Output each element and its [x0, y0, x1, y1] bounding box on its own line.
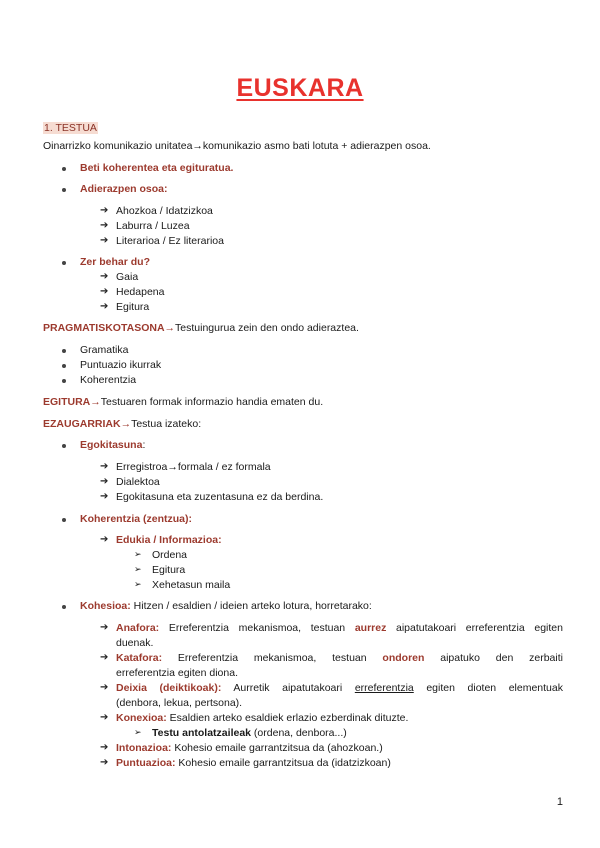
page-number: 1 — [556, 796, 563, 808]
egitura-line — [43, 396, 323, 408]
arrow-icon: ➔ — [100, 491, 109, 502]
arrow-icon: ➔ — [100, 205, 109, 216]
list-item: Egitura — [152, 564, 186, 576]
arrow-icon: ➔ — [100, 461, 109, 472]
section-heading-testua: 1. TESTUA — [44, 122, 97, 134]
testua-definition: Oinarrizko komunikazio unitatea→komunikazio asmo bati lotuta + adierazpen osoa. — [43, 140, 431, 152]
egitura-text: Testuaren formak informazio handia ematen du. — [100, 396, 324, 408]
list-item: Hedapena — [116, 286, 165, 298]
arrow-icon: ➔ — [100, 271, 109, 282]
list-item: Xehetasun maila — [152, 579, 231, 591]
list-item: Literarioa / Ez literarioa — [116, 235, 224, 247]
list-item: Puntuazio ikurrak — [80, 359, 162, 371]
arrow-icon: ➔ — [100, 742, 109, 753]
page-title: EUSKARA — [236, 74, 364, 102]
arrow-icon: ➔ — [100, 534, 109, 545]
ezaugarriak-line — [43, 418, 201, 430]
katafora-item: Katafora: Erreferentzia mekanismoa, testuan ondoren aipatuko den zerbaiti erreferentzia egiten diona. — [116, 652, 563, 679]
bullet-zer-behar-du: Zer behar du? — [80, 256, 151, 268]
pragmatiskotasuna-line — [43, 322, 359, 334]
list-item: Ordena — [152, 549, 188, 561]
arrowhead-icon: ➢ — [134, 549, 142, 559]
ezaugarriak-text: Testua izateko: — [131, 418, 202, 430]
arrow-icon: ➔ — [100, 301, 109, 312]
bullet-kohesioa: Kohesioa: Hitzen / esaldien / ideien arteko lotura, horretarako: — [80, 600, 372, 612]
pragmatiskotasuna-text: Testuingurua zein den ondo adieraztea. — [175, 322, 359, 334]
arrowhead-icon: ➢ — [134, 727, 142, 737]
bullet-egokitasuna: Egokitasuna: — [80, 439, 146, 451]
arrowhead-icon: ➢ — [134, 564, 142, 574]
arrow-icon: ➔ — [100, 757, 109, 768]
bullet-koherentzia: Koherentzia (zentzua): — [80, 513, 193, 525]
arrow-icon: ➔ — [100, 286, 109, 297]
list-item: Laburra / Luzea — [116, 220, 190, 232]
intonazioa-item: Intonazioa: Kohesio emaile garrantzitsua da (ahozkoan.) — [116, 742, 383, 754]
deixia-item: Deixia (deiktikoak): Aurretik aipatutakoari erreferentzia egiten dioten elementuak (denbora, lekua, pertsona). — [116, 682, 563, 709]
bullet-koherentea: Beti koherentea eta egituratua. — [80, 162, 234, 174]
list-item: Ahozkoa / Idatzizkoa — [116, 205, 213, 217]
arrow-icon: ➔ — [100, 682, 109, 693]
anafora-item: Anafora: Erreferentzia mekanismoa, testuan aurrez aipatutakoari erreferentzia egiten duenak. — [116, 622, 563, 649]
list-item: Egokitasuna eta zuzentasuna ez da berdina. — [116, 491, 324, 503]
arrow-icon: ➔ — [100, 220, 109, 231]
arrow-icon: ➔ — [100, 476, 109, 487]
arrowhead-icon: ➢ — [134, 579, 142, 589]
konexioa-item: Konexioa: Esaldien arteko esaldiek erlazio ezberdinak dituzte. — [116, 712, 409, 724]
edukia-label: Edukia / Informazioa: — [116, 534, 222, 546]
testu-antolatzaileak-item: Testu antolatzaileak (ordena, denbora...) — [152, 727, 347, 739]
list-item: Erregistroa→formala / ez formala — [116, 461, 271, 473]
bullet-adierazpen-osoa: Adierazpen osoa: — [80, 183, 168, 195]
arrow-icon: ➔ — [100, 712, 109, 723]
arrow-icon: ➔ — [100, 235, 109, 246]
ezaugarriak-label: EZAUGARRIAK→ — [43, 418, 132, 430]
pragmatiskotasuna-label: PRAGMATISKOTASONA→ — [43, 322, 176, 334]
arrow-icon: ➔ — [100, 652, 109, 663]
list-item: Gramatika — [80, 344, 129, 356]
list-item: Egitura — [116, 301, 150, 313]
list-item: Gaia — [116, 271, 139, 283]
puntuazioa-item: Puntuazioa: Kohesio emaile garrantzitsua da (idatzizkoan) — [116, 757, 391, 769]
list-item: Dialektoa — [116, 476, 160, 488]
arrow-icon: ➔ — [100, 622, 109, 633]
list-item: Koherentzia — [80, 374, 137, 386]
egitura-label: EGITURA→ — [43, 396, 101, 408]
